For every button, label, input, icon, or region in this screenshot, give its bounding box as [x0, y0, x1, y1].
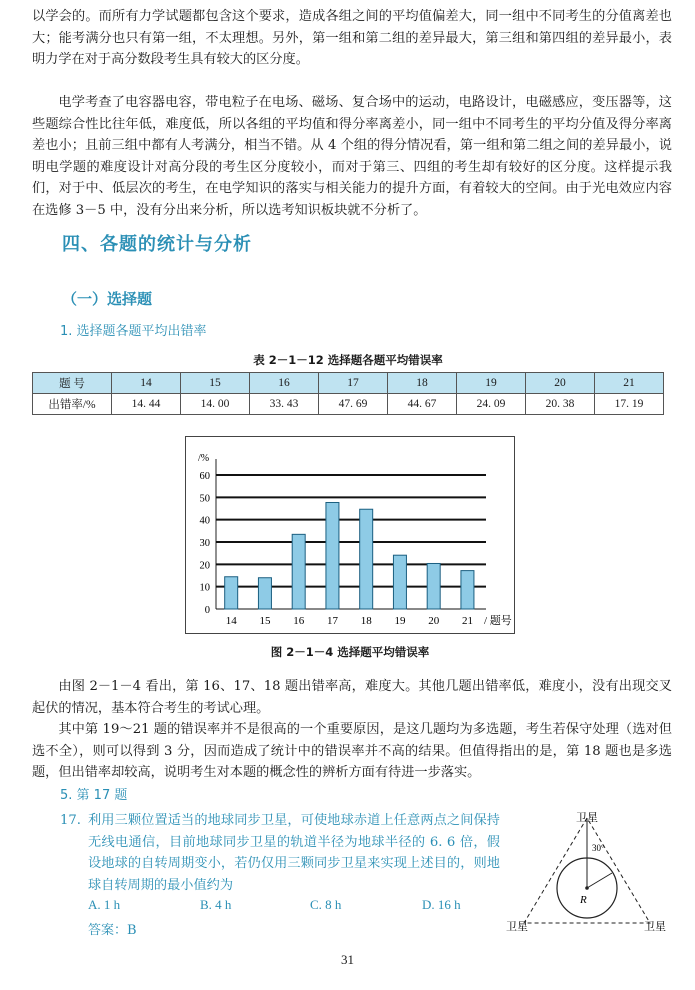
satellite-left-label: 卫星	[506, 921, 528, 933]
y-tick-label: 10	[199, 582, 210, 594]
option-b: B. 4 h	[200, 897, 232, 912]
paragraph-mechanics: 以学会的。而所有力学试题都包含这个要求，造成各组之间的平均值偏差大，同一组中不同考生的分值离差也大；能考满分也只有第一组，不太理想。另外，第一组和第二组的差异最大，第三组和第四组的差异最小，表明力学在对于高分数段考生具有较大的区分度。	[32, 9, 672, 67]
option-d: D. 16 h	[422, 897, 461, 912]
satellite-right-label: 卫星	[644, 921, 666, 933]
bar	[258, 578, 271, 609]
answer-text: 答案：B	[88, 923, 137, 938]
question-text: 利用三颗位置适当的地球同步卫星，可使地球赤道上任意两点之间保持无线电通信，目前地球同步卫星的轨道半径为地球半径的 6. 6 倍，假设地球的自转周期变小，若仍仅用三颗同步卫星来实现上述目的，则地球自转周期的最小值约为	[88, 813, 500, 893]
paragraph-figure-analysis: 由图 2－1－4 看出，第 16、17、18 题出错率高，难度大。其他几题出错率低，难度小，没有出现交叉起伏的情况，基本符合考生的考试心理。	[32, 679, 672, 716]
item-heading-error-rate: 1. 选择题各题平均出错率	[60, 324, 207, 339]
earth-center-dot	[585, 886, 589, 890]
y-tick-label: 30	[199, 538, 210, 549]
y-tick-label: 60	[199, 471, 210, 482]
table-cell: 24. 09	[457, 394, 526, 415]
table-cell: 17. 19	[595, 394, 664, 415]
y-tick-label: 20	[199, 560, 210, 572]
x-tick-label: 18	[360, 615, 372, 627]
radius-label: R	[580, 894, 587, 906]
x-tick-label: 21	[461, 615, 473, 627]
table-cell: 14. 44	[112, 394, 181, 415]
bar	[292, 534, 305, 609]
x-axis-label: / 题号	[484, 615, 512, 627]
radius-line	[587, 873, 612, 888]
table-header-cell: 18	[388, 373, 457, 394]
satellite-top-label: 卫星	[576, 812, 598, 824]
paragraph-multi-choice: 其中第 19～21 题的错误率并不是很高的一个重要原因，是这几题均为多选题，考生若保守处理（选对但选不全），则可以得到 3 分，因而造成了统计中的错误率并不高的结果。但值得指出的是，第 18 题也是多选题，但出错率却较高，说明考生对本题的概念性的辨析方面有待进一步落实。	[32, 722, 672, 780]
figure-caption: 图 2－1－4 选择题平均错误率	[270, 645, 430, 659]
table-row	[33, 394, 664, 415]
y-tick-label: 0	[204, 605, 210, 616]
page-number: 31	[341, 952, 354, 967]
table-header-label: 题 号	[33, 373, 112, 394]
item-heading-q17: 5. 第 17 题	[60, 788, 128, 803]
x-tick-label: 20	[428, 615, 440, 627]
bar	[225, 577, 238, 609]
table-cell: 47. 69	[319, 394, 388, 415]
table-header-row	[33, 373, 664, 394]
question-number: 17.	[60, 813, 81, 828]
angle-label: 30°	[592, 843, 605, 853]
table-header-cell: 20	[526, 373, 595, 394]
table-caption: 表 2－1－12 选择题各题平均错误率	[253, 353, 443, 367]
y-tick-label: 50	[199, 493, 210, 505]
table-header-cell: 16	[250, 373, 319, 394]
bar	[461, 571, 474, 609]
error-rate-table	[32, 372, 664, 415]
table-cell: 20. 38	[526, 394, 595, 415]
bar-chart-frame	[185, 436, 515, 634]
table-header-cell: 15	[181, 373, 250, 394]
paragraph-electricity: 电学考查了电容器电容，带电粒子在电场、磁场、复合场中的运动，电路设计，电磁感应，变压器等，这些题综合性比往年低，难度低，所以各组的平均值和得分率离差小，同一组中不同考生的平均分值及得分率离差也小；且前三组中都有人考满分，相当不错。从 4 个组的得分情况看，第一组和第二组之间的差异最小，说明电学题的难度设计对高分段的考生区分度较小，而对于第三、四组的考生却有较好的区分度。这样提示我们，对于中、低层次的考生，在电学知识的落实与相关能力的提升方面，有着较大的空间。由于光电效应内容在选修 3－5 中，没有分出来分析，所以选考知识板块就不分析了。	[32, 95, 672, 218]
x-tick-label: 14	[225, 615, 237, 627]
x-tick-label: 19	[394, 615, 406, 627]
y-axis-label: /%	[198, 453, 210, 464]
bar	[326, 502, 339, 609]
bar	[427, 563, 440, 609]
table-header-cell: 17	[319, 373, 388, 394]
subsection-heading: （一）选择题	[62, 290, 153, 308]
bar	[393, 555, 406, 609]
table-header-cell: 19	[457, 373, 526, 394]
x-tick-label: 16	[293, 615, 305, 627]
section-heading: 四、各题的统计与分析	[62, 234, 252, 255]
table-cell: 33. 43	[250, 394, 319, 415]
satellite-diagram	[500, 806, 680, 936]
x-tick-label: 15	[259, 615, 271, 627]
table-cell: 44. 67	[388, 394, 457, 415]
table-cell: 14. 00	[181, 394, 250, 415]
table-header-cell: 14	[112, 373, 181, 394]
table-header-cell: 21	[595, 373, 664, 394]
bar-chart	[186, 437, 514, 633]
bar	[360, 509, 373, 609]
option-c: C. 8 h	[310, 897, 342, 912]
x-tick-label: 17	[326, 615, 338, 627]
option-a: A. 1 h	[88, 897, 121, 912]
table-row-label: 出错率/%	[33, 394, 112, 415]
y-tick-label: 40	[199, 515, 210, 527]
